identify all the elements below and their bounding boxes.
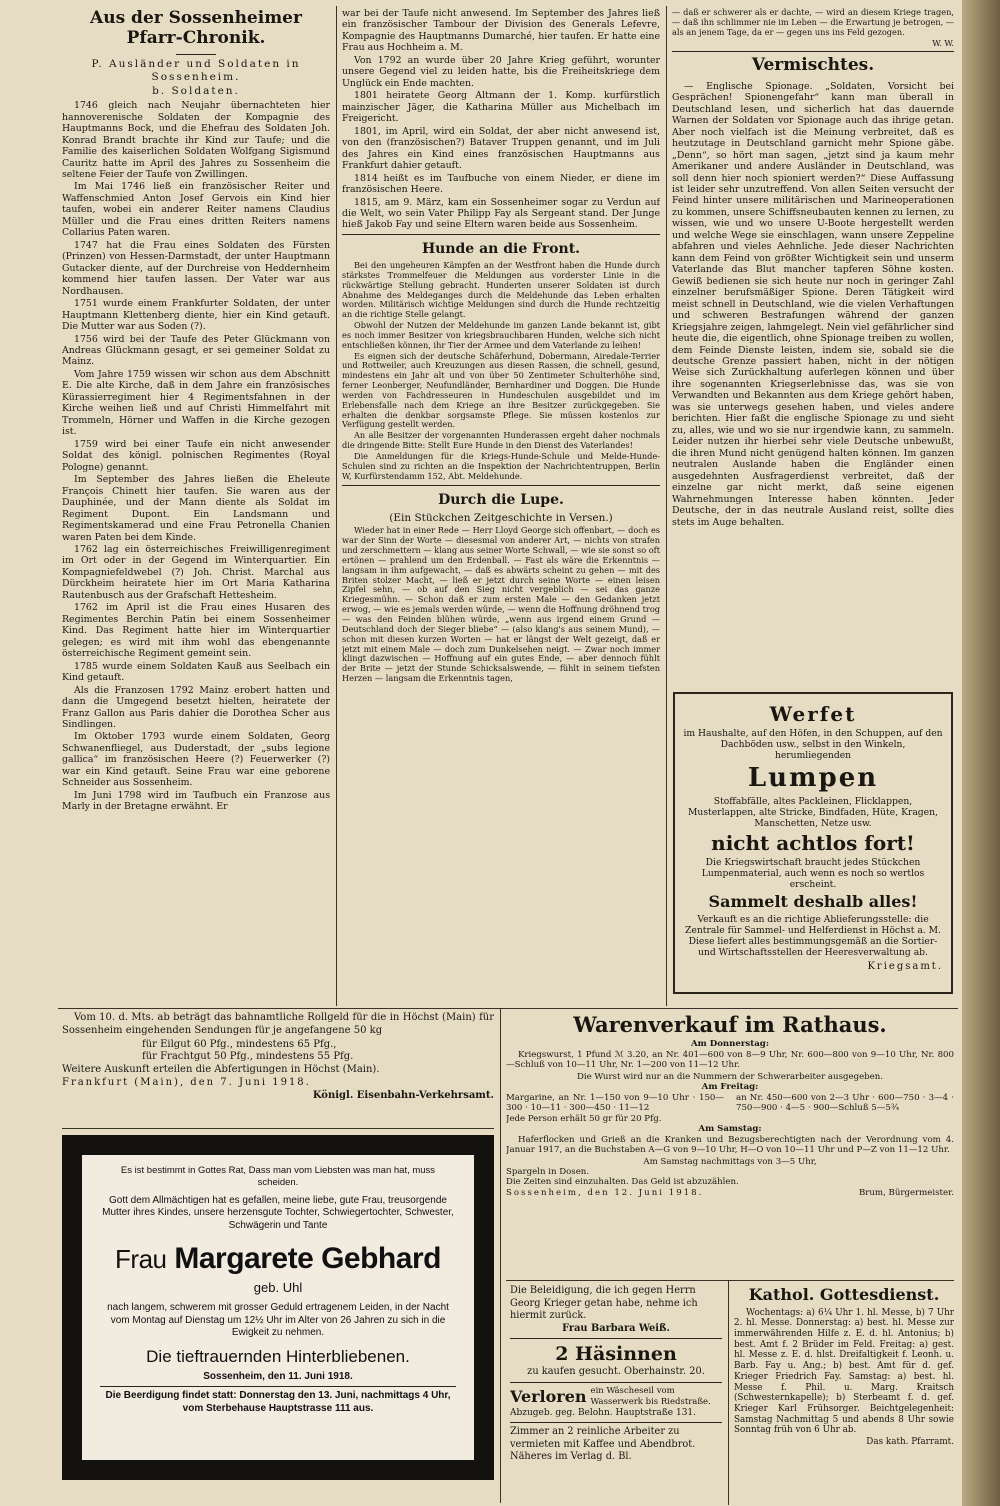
chronik-paragraph: Als die Franzosen 1792 Mainz erobert hatten und dann die Umgegend besetzt hielten, heiratete der Franz Gallon aus Paris dahier die Dorothea Scher aus Sindlingen. (62, 684, 330, 731)
verloren-return: Abzugeb. geg. Belohn. Hauptstraße 131. (510, 1407, 697, 1418)
death-notice-name-text: Margarete Gebhard (174, 1242, 441, 1276)
divider (510, 1382, 722, 1383)
warenverkauf-note: Die Zeiten sind einzuhalten. Das Geld ist abzuzählen. (506, 1177, 739, 1188)
lumpen-ad-text: im Haushalte, auf den Höfen, in den Schuppen, auf den Dachböden usw., selbst in den Winkeln, herumliegenden (683, 728, 943, 762)
death-notice-place-date: Sossenheim, den 11. Juni 1918. (203, 1370, 353, 1382)
death-notice-name-prefix: Frau (115, 1244, 167, 1275)
page-binding (962, 0, 1000, 1506)
lumpen-ad-text: Die Kriegswirtschaft braucht jedes Stückchen Lumpenmaterial, auch wenn es noch so wertlos erscheint. (701, 857, 925, 891)
death-notice-maiden-name: geb. Uhl (253, 1279, 303, 1295)
chronik-paragraph: 1785 wurde einem Soldaten Kauß aus Seelbach ein Kind getauft. (62, 660, 330, 684)
column-rule (500, 1008, 501, 1503)
death-notice-body: nach langem, schwerem mit grosser Geduld ertragenem Leiden, in der Nacht vom Montag auf Dienstag um 12½ Uhr im Alter von 26 Jahren zu sich in die Ewigkeit zu nehmen. (107, 1302, 449, 1338)
column-rule (666, 6, 667, 1006)
rollgeld-sign: Königl. Eisenbahn-Verkehrsamt. (312, 1089, 494, 1101)
lumpen-ad-text: Verkauft es an die richtige Ablieferungsstelle: die Zentrale für Sammel- und Helferdienst in Höchst a. M. Diese liefert alles bestimmungsgemäß an die Sortier- und Wirtschaftsstellen der Heeresverwaltung ab. (685, 913, 941, 958)
warenverkauf-day: Am Samstag: (698, 1124, 762, 1135)
warenverkauf-kriegswurst: Kriegswurst, 1 Pfund ℳ 3.20, an Nr. 401—600 von 8—9 Uhr, Nr. 600—800 von 9—10 Uhr, Nr. 800—Schluß von 10—11 Uhr, Nr. 1—200 von 11—12 Uhr. (506, 1049, 954, 1071)
warenverkauf-haferflocken: Haferflocken und Grieß an die Kranken und Bezugsberechtigten nach der Verordnung vom 4. Januar 1917, an die Buchstaben A—G von 9—10 Uhr, H—O von 10—11 Uhr und P—Z von 11—12 Uhr. (506, 1134, 954, 1156)
rollgeld-date: Frankfurt (Main), den 7. Juni 1918. (62, 1076, 311, 1088)
warenverkauf-footer (506, 1188, 954, 1198)
divider (510, 1338, 722, 1339)
haesinnen-title: 2 Häsinnen (555, 1343, 677, 1366)
hunde-paragraph: Die Anmeldungen für die Kriegs-Hunde-Schule und Melde-Hunde-Schulen sind zu richten an die Inspektion der Nachrichtentruppen, Berlin W, Kurfürstendamm 152, Abt. Meldehunde. (342, 451, 660, 481)
divider (100, 1386, 456, 1387)
warenverkauf-note: Die Wurst wird nur an die Nummern der Schwerarbeiter ausgegeben. (576, 1071, 884, 1082)
zimmer-text: Zimmer an 2 reinliche Arbeiter zu vermieten mit Kaffee und Abendbrot. Näheres im Verlag d. Bl. (510, 1426, 696, 1463)
hunde-paragraph: Bei den ungeheuren Kämpfen an der Westfront haben die Hunde durch stärkstes Trommelfeuer die Meldungen aus vorderster Linie in die rückwärtige Stellung gebracht. Hunderten unserer Soldaten ist durch Abnahme des Meldeganges durch die Meldehunde das Leben erhalten worden. Militärisch wichtige Meldungen sind durch die Hunde rechtzeitig an die richtige Stelle gelangt. (342, 259, 660, 320)
death-notice-verse: Es ist bestimmt in Gottes Rat, Dass man vom Liebsten was man hat, muss scheiden. (120, 1165, 436, 1188)
hunde-title: Hunde an die Front. (421, 240, 581, 257)
hunde-paragraph: An alle Besitzer der vorgenannten Hunderassen ergeht daher nochmals die dringende Bitte: Stellt Eure Hunde in den Dienst des Vaterlandes! (342, 430, 660, 451)
hunde-paragraph: Es eignen sich der deutsche Schäferhund, Dobermann, Airedale-Terrier und Rottweiler, auch Kreuzungen aus diesen Rassen, die schnell, gesund, mindestens ein Jahr alt und von über 50 Zentimeter Schulterhöhe sind, ferner Leonberger, Neufundländer, Bernhardiner und Doggen. Die Hunde werden von Fachdresseuren in Hundeschulen ausgebildet und im Erlebensfalle nach dem Kriege an ihre Besitzer zurückgegeben. Sie erhalten die denkbar sorgsamste Pflege. Sie müssen kostenlos zur Verfügung gestellt werden. (342, 350, 660, 430)
chronik-paragraph: 1801 heiratete Georg Altmann der 1. Komp. kurfürstlich mainzischer Jäger, die Katharina Müller aus Michelbach im Freigericht. (342, 90, 660, 125)
vermischtes-text: — Englische Spionage. „Soldaten, Vorsicht bei Gesprächen! Spionengefahr“ kann man überall in Deutschland lesen, und sicherlich hat das dauernde Warnen der Soldaten vor Spionage auch das ihrige getan. Aber noch vielfach ist die Meinung verbreitet, daß es heutzutage in Deutschland garnicht mehr Spione gäbe. „Denn“, so hört man sagen, „jetzt sind ja kaum mehr Amerikaner und andere Ausländer in Deutschland, was soll denn hier noch spioniert werden?“ Diese Auffassung ist leider sehr unzutreffend. Von allen Seiten versucht der Feind hinter unsere militärischen und Marineoperationen zu kommen, unsere Schiffsneubauten kennen zu lernen, zu wissen, wie und wo unsere U-Boote hergestellt werden und welche Wege sie einschlagen, wann unsere Zeppeline abfahren und vieles Aehnliche. Jede dieser Nachrichten kann dem Feind von größter Wichtigkeit sein und unserm Vaterlande das Blut mancher tapferen Söhne kosten. Gewiß bedienen sie sich heute nur noch in geringer Zahl einzelner berufsmäßiger Spione. Deren Tätigkeit wird meist schnell in Deutschland, wie die vielen Verhaftungen und schweren Bestrafungen während der ganzen Kriegsjahre zeigen, lahmgelegt. Nein viel gefährlicher sind heute die, die eigentlich, ohne Spionage treiben zu wollen, dem Feinde Dienste leisten, indem sie, sobald sie die deutsche Grenze passiert haben, nicht in der nötigen Weise sich Zurückhaltung auferlegen können und über ihre sogenannten Kriegserlebnisse das, was sie von Verwandten und Bekannten aus dem Kriege gehört haben, was sie unterwegs gesehen haben, und vieles andere berichten. Hier faßt die englische Spionage zu und sieht zu, alles, wie und wo sie nur irgendwie kann, zu sammeln. Leider nutzen ihr hierbei sehr viele Deutsche unbewußt, die ihren Mund nicht genügend halten können. Im ganzen neutralen Auslande haben die Engländer einen ausgedehnten Ausfragerdienst verbreitet, daß der einzelne gar nicht merkt, daß seine eigenen Wahrnehmungen Interesse haben könnten. Jeder Deutsche, der in das neutrale Ausland reist, sollte dies stets im Auge behalten. (672, 80, 954, 528)
vermischtes-title: Vermischtes. (751, 55, 875, 76)
chronik-paragraph: Im Oktober 1793 wurde einem Soldaten, Georg Schwanenfliegel, aus Duderstadt, der „subs legione gallica“ im französischen Heere (?) Feuerwerker (?) war ein Kind getauft. Seine Frau war eine geborene Schneider aus Sossenheim. (62, 731, 330, 789)
chronik-paragraph: Im Juni 1798 wird im Taufbuch ein Franzose aus Marly in der Bretagne erwähnt. Er (62, 789, 330, 813)
column-rule (728, 1280, 729, 1505)
rollgeld-frachtgut: für Frachtgut 50 Pfg., mindestens 55 Pfg. (142, 1051, 354, 1063)
haesinnen-text: zu kaufen gesucht. Oberhainstr. 20. (527, 1366, 705, 1378)
margarine-left: Margarine, an Nr. 1—150 von 9—10 Uhr · 150—300 · 10—11 · 300—450 · 11—12 (506, 1092, 724, 1114)
chronik-paragraph: Vom Jahre 1759 wissen wir schon aus dem Abschnitt E. Die alte Kirche, daß in dem Jahre ein französisches Kürassierregiment hier 4 Regimentsfahnen in der Kirche weihen ließ und auf Christi Himmelfahrt mit Trommeln, Hörner und Waffen in die Kirche gezogen ist. (62, 368, 330, 438)
warenverkauf-day: Am Freitag: (701, 1082, 759, 1093)
section-rule (506, 1280, 954, 1281)
warenverkauf-title: Warenverkauf im Rathaus. (573, 1012, 887, 1037)
lumpen-ad-nicht-achtlos: nicht achtlos fort! (711, 831, 915, 856)
lumpen-ad-lumpen: Lumpen (747, 763, 879, 794)
chronik-paragraph: 1756 wird bei der Taufe des Peter Glückmann von Andreas Glückmann gesagt, er sei gemeiner Soldat zu Mainz. (62, 333, 330, 368)
warenverkauf-notice (506, 1012, 954, 1282)
rollgeld-info: Weitere Auskunft erteilen die Abfertigungen in Höchst (Main). (62, 1064, 380, 1076)
beleidigung-text: Die Beleidigung, die ich gegen Herrn Georg Krieger getan habe, nehme ich hiermit zurück. (510, 1285, 698, 1322)
death-notice-funeral: Die Beerdigung findet statt: Donnerstag den 13. Juni, nachmittags 4 Uhr, vom Sterbehause Hauptstrasse 111 aus. (105, 1390, 451, 1414)
lumpen-ad-sammelt: Sammelt deshalb alles! (708, 892, 918, 912)
lumpen-ad-werfet: Werfet (769, 702, 857, 726)
warenverkauf-sign: Brum, Bürgermeister. (858, 1187, 954, 1198)
lupe-poem-end: — daß er schwerer als er dachte, — wird an diesem Kriege tragen, — daß ihn schlimmer nie im Leben — die Erwartung je betrogen, — als an jenem Tage, da er — gegen uns ins Feld gezogen. (672, 8, 954, 37)
column-chronik (62, 8, 330, 1006)
chronik-paragraph: Von 1792 an wurde über 20 Jahre Krieg geführt, worunter unsere Gegend viel zu leiden hatte, bis die Freiheitskriege dem Unglück ein Ende machten. (342, 54, 660, 89)
margarine-table (506, 1093, 954, 1114)
verloren-text: ein Wäscheseil vom Wasserwerk bis Riedstraße. (590, 1385, 711, 1407)
rollgeld-eilgut: für Eilgut 60 Pfg., mindestens 65 Pfg., (142, 1038, 337, 1050)
death-notice-intro: Gott dem Allmächtigen hat es gefallen, meine liebe, gute Frau, treusorgende Mutter ihres Kindes, unsere herzensgute Tochter, Schwiegertochter, Schwester, Schwägerin und Tante (102, 1194, 454, 1231)
divider (176, 54, 216, 55)
chronik-paragraph: 1747 hat die Frau eines Soldaten des Fürsten (Prinzen) von Hessen-Darmstadt, der unter Hauptmann Gutacker diente, auf der Durchreise von Heddernheim kommend hier taufen lassen. Der Vater war aus Nordhausen. (62, 239, 330, 297)
warenverkauf-spargeln: Spargeln in Dosen. (506, 1167, 590, 1177)
chronik-paragraph: 1814 heißt es im Taufbuche von einem Nieder, er diene im französischen Heere. (342, 172, 660, 196)
section-rule (58, 1008, 958, 1009)
section-rule (62, 1128, 494, 1129)
chronik-paragraph: 1815, am 9. März, kam ein Sossenheimer sogar zu Verdun auf die Welt, wo sein Vater Philipp Fay als Sergeant stand. Der Junge hieß Jakob Fay und seine Eltern waren beide aus Sossenheim. (342, 196, 660, 231)
warenverkauf-note: Jede Person erhält 50 gr für 20 Pfg. (506, 1113, 662, 1124)
chronik-paragraph: 1762 lag ein österreichisches Freiwilligenregiment im Ort oder in der Gegend im Winterquartier. Ein Kompagniefeldwebel (?) Joh. Christ. Marchal aus Dürckheim heiratete hier im Ort Maria Katharina Rautenbusch aus der Grafschaft Hettesheim. (62, 543, 330, 601)
chronik-section-title: P. Ausländer und Soldaten in Sossenheim. (91, 57, 301, 83)
chronik-paragraph: 1759 wird bei einer Taufe ein nicht anwesender Soldat des königl. polnischen Regimentes (Royal Pologne) genannt. (62, 438, 330, 473)
column-middle (342, 8, 660, 1006)
gottesdienst-title: Kathol. Gottesdienst. (748, 1285, 940, 1304)
lupe-poem: Wieder hat in einer Rede — Herr Lloyd George sich offenbart, — doch es war der Sinn der Worte — diesesmal von anderer Art, — nichts von strafen und zerschmettern — klang aus seiner Worte Schwall, — wie sie sonst so oft ertönen — prahlend um den Erdenball. — Fast als wäre die Erkenntnis — langsam in ihm aufgewacht, — daß es abwärts scheint zu gehen — mit des Briten stolzer Macht, — ließ er jetzt durch seine Worte — einen leisen Zipfel sehn, — ob auf den Sieg nicht vergeblich — sei das ganze Kriegesmühn. — Schon daß er zum ersten Male — den Gedanken jetzt erwog, — wie es jemals werden würde, — wenn die Hoffnung dröhnend trog — was den Feinden blühen würde, „wenn aus irgend einem Grund — Deutschland doch der Sieger bliebe“ — (also klang's aus seinem Mund), — schon mit diesen kurzen Worten — hat er längst der Welt gezeigt, daß er jetzt mit einem Male — doch zum Dunkelsehen neigt. — Zwar noch immer klingt dazwischen — Hoffnung auf ein gutes Ende, — aber dennoch fühlt der Brite — jetzt der Stunde Schicksalswende, — fühlt in seinem tiefsten Herzen — langsam die Erkenntnis tagen, (342, 525, 660, 684)
lupe-subtitle: (Ein Stückchen Zeitgeschichte in Versen.) (389, 511, 613, 524)
chronik-paragraph: 1751 wurde einem Frankfurter Soldaten, der unter Hauptmann Klettenberg diente, hier ein Kind getauft. Die Mutter war aus Soden (?). (62, 298, 330, 333)
death-notice-name (100, 1240, 456, 1278)
rollgeld-notice (62, 1012, 494, 1130)
warenverkauf-place-date: Sossenheim, den 12. Juni 1918. (506, 1187, 704, 1198)
verloren-title: Verloren (510, 1386, 587, 1406)
divider (342, 234, 660, 235)
chronik-paragraph: 1762 im April ist die Frau eines Husaren des Regimentes Berchin Patin bei einem Sossenheimer Kind. Das Regiment hatte hier im Winterquartier gelegen; es wird mit ihm wohl das ebengenannte österreichische Regiment gemeint sein. (62, 602, 330, 660)
beleidigung-sign: Frau Barbara Weiß. (562, 1322, 670, 1334)
chronik-paragraph: Im Mai 1746 ließ ein französischer Reiter und Waffenschmied Anton Josef Gervois ein Kind hier taufen, wobei ein anderer Reiter namens Claudius Müller und die Frau eines dritten Reiters namens Collarius Paten waren. (62, 181, 330, 239)
divider (510, 1422, 722, 1423)
column-rule (336, 6, 337, 1006)
verloren-ad (510, 1386, 722, 1408)
lupe-title: Durch die Lupe. (438, 491, 564, 508)
hunde-paragraph: Obwohl der Nutzen der Meldehunde im ganzen Lande bekannt ist, gibt es noch immer Besitzer von kriegsbrauchbaren Hunden, welche sich nicht entschließen können, ihr Tier der Armee und dem Vaterlande zu leihen! (342, 320, 660, 350)
divider (672, 51, 954, 52)
small-ads (510, 1285, 722, 1500)
chronik-paragraph: war bei der Taufe nicht anwesend. Im September des Jahres ließ ein französischer Tambour der Division des Generals Lefevre, Kompagnie des Hauptmanns Dumarché, hier taufen. Er hatte eine Frau aus Hochheim a. M. (342, 8, 660, 54)
chronik-paragraph: Im September des Jahres ließen die Eheleute François Chinett hier taufen. Sie waren aus der Dauphinée, und der Mann diente als Soldat im Regiment Dupont. Ein Landsmann und Regimentskamerad und eine Frau Petronella Chanien waren Paten bei dem Kinde. (62, 474, 330, 543)
chronik-paragraph: 1746 gleich nach Neujahr übernachteten hier hannoverenische Soldaten der Kompagnie des Hauptmanns Bock, und die Ehefrau des Soldaten Joh. Konrad Brandt brachte ihr Kind zur Taufe; und die Familie des kaiserlichen Soldaten Wolfgang Sigismund Cauritz hatte im April des Jahres zu Sossenheim die seltene Feier der Taufe von Zwillingen. (62, 100, 330, 180)
rollgeld-text: Vom 10. d. Mts. ab beträgt das bahnamtliche Rollgeld für die in Höchst (Main) für Sossenheim eingehenden Sendungen für je angefangene 50 kg (62, 1012, 494, 1036)
poem-signature: W. W. (932, 37, 954, 48)
divider (342, 485, 660, 486)
warenverkauf-day: Am Donnerstag: (691, 1039, 769, 1050)
gottesdienst-sign: Das kath. Pfarramt. (866, 1437, 954, 1448)
death-notice (62, 1135, 494, 1480)
chronik-paragraph: 1801, im April, wird ein Soldat, der aber nicht anwesend ist, von den (französischen?) Bataver Truppen genannt, und im Juli des Jahres ein Kind eines französischen Hauptmanns aus Frankfurt dahier getauft. (342, 125, 660, 172)
lumpen-ad-sign: Kriegsamt. (867, 960, 943, 972)
lumpen-ad-text: Stoffabfälle, altes Packleinen, Flicklappen, Musterlappen, alte Stricke, Bindfaden, Hüte, Kragen, Manschetten, Netze usw. (688, 796, 938, 830)
chronik-title: Aus der Sossenheimer Pfarr-Chronik. (90, 8, 302, 49)
warenverkauf-day: Am Samstag nachmittags von 3—5 Uhr, (643, 1156, 817, 1167)
death-notice-inner (82, 1155, 474, 1460)
death-notice-family: Die tieftrauernden Hinterbliebenen. (146, 1346, 410, 1366)
gottesdienst (734, 1285, 954, 1500)
gottesdienst-text: Wochentags: a) 6¼ Uhr 1. hl. Messe, b) 7 Uhr 2. hl. Messe. Donnerstag: a) best. hl. Messe zur immerwährenden Hilfe z. E. d. hl. Antonius; b) best. Amt f. 2 Brüder im Feld. Freitag: a) gest. hl. Messe z. E. d. hlst. Dreifaltigkeit f. Leonh. u. Barb. Fay u. Ang.; b) best. Amt für d. gef. Krieger Friedrich Fay. Samstag: a) best. hl. Messe f. Phil. u. Marg. Kraitsch (Schwesternkapelle); b) Sterbeamt f. d. gef. Krieger Karl Frühsorger. Beichtgelegenheit: Samstag Nachmittag 5 und abends 8 Uhr sowie Sonntag früh von 6 Uhr ab. (734, 1307, 954, 1436)
lumpen-ad (673, 692, 953, 994)
chronik-subsection: b. Soldaten. (152, 85, 240, 98)
margarine-right: an Nr. 450—600 von 2—3 Uhr · 600—750 · 3—4 · 750—900 · 4—5 · 900—Schluß 5—5¾ (736, 1092, 954, 1114)
